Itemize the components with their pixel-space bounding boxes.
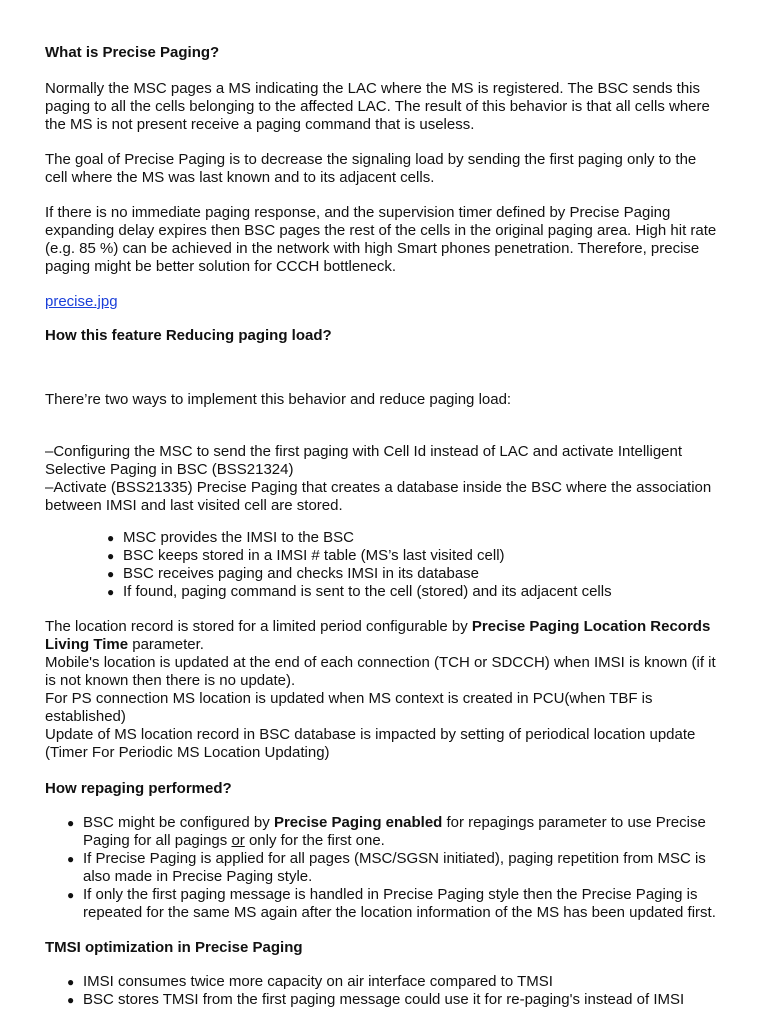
paragraph-goal: The goal of Precise Paging is to decrease the signaling load by sending the first paging only to the cell where the MS was last known and to its adjacent cells. — [45, 151, 697, 186]
image-link-paragraph — [45, 293, 718, 311]
paragraph-location-updated: Mobile's location is updated at the end of each connection (TCH or SDCCH) when IMSI is known (if it is not known then there is no update). — [45, 654, 716, 689]
bullet-icon: ● — [107, 567, 115, 581]
list-item: ● If found, paging command is sent to the cell (stored) and its adjacent cells — [107, 583, 612, 600]
paragraph-ps-connection: For PS connection MS location is updated when MS context is created in PCU(when TBF is established) — [45, 690, 653, 725]
blank-space — [45, 345, 718, 391]
bullet-icon: ● — [67, 816, 75, 830]
heading-tmsi-optimization: TMSI optimization in Precise Paging — [45, 939, 303, 956]
bullet-icon: ● — [107, 585, 115, 599]
paragraph-no-response: If there is no immediate paging response, and the supervision timer defined by Precise Paging expanding delay expires then BSC pages the rest of the cells in the original paging area. High hit rate (e.g. 85 %) can be achieved in the network with high Smart phones penetration. Therefore, precise paging might be better solution for CCCH bottleneck. — [45, 204, 717, 275]
heading-how-reducing: How this feature Reducing paging load? — [45, 327, 332, 344]
bullet-icon: ● — [67, 993, 75, 1007]
list-item: ● BSC might be configured by Precise Paging enabled for repagings parameter to use Precise Paging for all pagings or only for the first one. — [67, 814, 706, 849]
list-item: ● MSC provides the IMSI to the BSC — [107, 529, 354, 546]
paragraph-update-record: Update of MS location record in BSC database is impacted by setting of periodical location update (Timer For Periodic MS Location Updating) — [45, 726, 696, 761]
precise-jpg-link[interactable]: precise.jpg — [45, 293, 118, 310]
tmsi-list — [45, 973, 718, 1009]
list-item: ● If Precise Paging is applied for all pages (MSC/SGSN initiated), paging repetition from MSC is also made in Precise Paging style. — [67, 850, 706, 885]
way-one: –Configuring the MSC to send the first paging with Cell Id instead of LAC and activate Intelligent Selective Paging in BSC (BSS21324) — [45, 443, 683, 478]
list-item: ● BSC keeps stored in a IMSI # table (MS’s last visited cell) — [107, 547, 505, 564]
paragraph-msc-pages: Normally the MSC pages a MS indicating the LAC where the MS is registered. The BSC sends this paging to all the cells belonging to the affected LAC. The result of this behavior is that all cells where the MS is not present receive a paging command that is useless. — [45, 80, 710, 133]
bullet-icon: ● — [67, 888, 75, 902]
heading-what-is-precise-paging: What is Precise Paging? — [45, 44, 220, 61]
heading-how-repaging: How repaging performed? — [45, 780, 232, 797]
paragraph-two-ways: There’re two ways to implement this behavior and reduce paging load: — [45, 391, 512, 408]
paragraph-location-record: The location record is stored for a limited period configurable by Precise Paging Location Records Living Time parameter. — [45, 618, 711, 653]
bullet-icon: ● — [67, 852, 75, 866]
bullet-icon: ● — [107, 549, 115, 563]
list-item: ● BSC receives paging and checks IMSI in its database — [107, 565, 480, 582]
imsi-steps-list — [45, 529, 718, 601]
way-two: –Activate (BSS21335) Precise Paging that creates a database inside the BSC where the association between IMSI and last visited cell are stored. — [45, 479, 712, 514]
list-item: ● BSC stores TMSI from the first paging message could use it for re-paging's instead of IMSI — [67, 991, 685, 1008]
bullet-icon: ● — [107, 531, 115, 545]
bullet-icon: ● — [67, 975, 75, 989]
list-item: ● If only the first paging message is handled in Precise Paging style then the Precise Paging is repeated for the same MS again after the location information of the MS has been updated first. — [67, 886, 716, 921]
repaging-list — [45, 814, 718, 922]
list-item: ● IMSI consumes twice more capacity on air interface compared to TMSI — [67, 973, 553, 990]
blank-space — [45, 409, 718, 443]
